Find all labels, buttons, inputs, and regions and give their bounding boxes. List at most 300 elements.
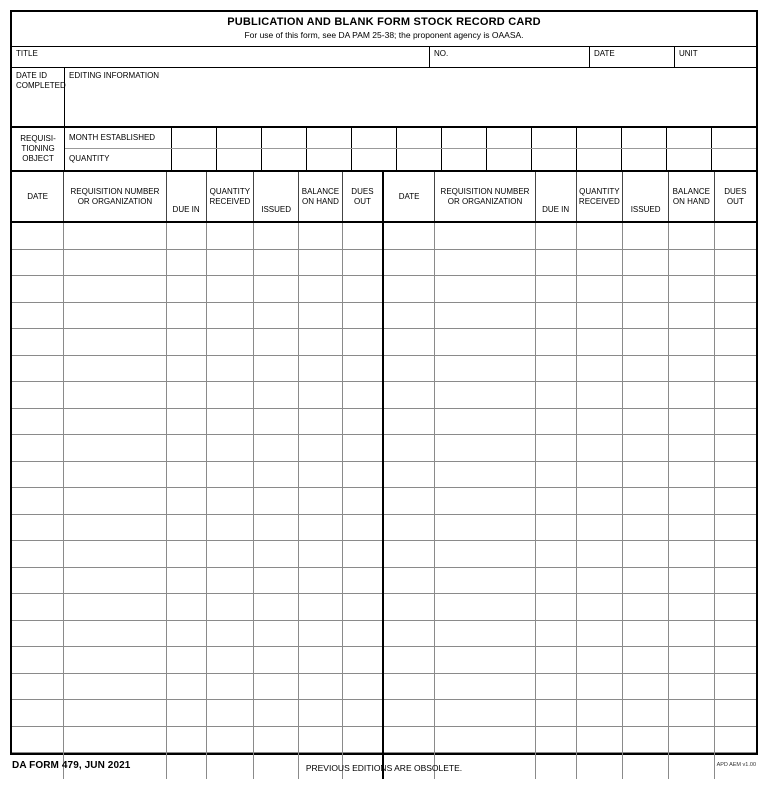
cell-qtyrec_l[interactable] <box>206 222 254 249</box>
cell-duesout_l[interactable] <box>342 276 383 303</box>
cell-date_l[interactable] <box>12 276 64 303</box>
cell-duesout_r[interactable] <box>714 249 756 276</box>
month-established-cell-10[interactable] <box>622 128 667 148</box>
month-established-cell-12[interactable] <box>712 128 756 148</box>
cell-issued_l[interactable] <box>254 514 299 541</box>
cell-duein_r[interactable] <box>535 541 576 568</box>
cell-date_r[interactable] <box>383 726 435 753</box>
cell-duesout_l[interactable] <box>342 620 383 647</box>
quantity-cell-10[interactable] <box>622 149 667 170</box>
cell-qtyrec_l[interactable] <box>206 514 254 541</box>
cell-reqnum_l[interactable] <box>64 726 167 753</box>
cell-duesout_l[interactable] <box>342 435 383 462</box>
cell-reqnum_r[interactable] <box>435 355 536 382</box>
cell-qtyrec_l[interactable] <box>206 673 254 700</box>
cell-balance_l[interactable] <box>299 276 343 303</box>
field-unit[interactable] <box>675 47 756 67</box>
cell-qtyrec_l[interactable] <box>206 594 254 621</box>
cell-duein_r[interactable] <box>535 647 576 674</box>
month-established-cell-11[interactable] <box>667 128 712 148</box>
cell-date_l[interactable] <box>12 700 64 727</box>
cell-qtyrec_r[interactable] <box>576 488 623 515</box>
field-title[interactable] <box>12 47 430 67</box>
cell-date_l[interactable] <box>12 435 64 462</box>
cell-reqnum_r[interactable] <box>435 408 536 435</box>
cell-issued_l[interactable] <box>254 726 299 753</box>
cell-balance_r[interactable] <box>668 567 714 594</box>
cell-balance_l[interactable] <box>299 700 343 727</box>
cell-duesout_r[interactable] <box>714 647 756 674</box>
cell-duein_l[interactable] <box>166 249 206 276</box>
cell-balance_l[interactable] <box>299 222 343 249</box>
cell-date_r[interactable] <box>383 647 435 674</box>
cell-reqnum_l[interactable] <box>64 620 167 647</box>
cell-issued_l[interactable] <box>254 249 299 276</box>
cell-duein_r[interactable] <box>535 382 576 409</box>
cell-duein_r[interactable] <box>535 408 576 435</box>
cell-date_l[interactable] <box>12 541 64 568</box>
cell-duein_l[interactable] <box>166 700 206 727</box>
month-established-cell-4[interactable] <box>352 128 397 148</box>
cell-reqnum_r[interactable] <box>435 700 536 727</box>
cell-duein_r[interactable] <box>535 620 576 647</box>
cell-issued_r[interactable] <box>623 355 669 382</box>
cell-issued_r[interactable] <box>623 276 669 303</box>
cell-duesout_r[interactable] <box>714 461 756 488</box>
cell-duesout_r[interactable] <box>714 222 756 249</box>
cell-duein_l[interactable] <box>166 302 206 329</box>
cell-duein_l[interactable] <box>166 567 206 594</box>
cell-reqnum_l[interactable] <box>64 541 167 568</box>
cell-reqnum_r[interactable] <box>435 276 536 303</box>
cell-issued_l[interactable] <box>254 620 299 647</box>
cell-balance_r[interactable] <box>668 726 714 753</box>
cell-reqnum_r[interactable] <box>435 620 536 647</box>
cell-date_r[interactable] <box>383 594 435 621</box>
cell-balance_l[interactable] <box>299 249 343 276</box>
cell-balance_r[interactable] <box>668 488 714 515</box>
cell-duein_l[interactable] <box>166 594 206 621</box>
cell-issued_l[interactable] <box>254 567 299 594</box>
cell-qtyrec_r[interactable] <box>576 222 623 249</box>
cell-duein_r[interactable] <box>535 514 576 541</box>
cell-balance_l[interactable] <box>299 488 343 515</box>
cell-reqnum_l[interactable] <box>64 355 167 382</box>
cell-issued_r[interactable] <box>623 222 669 249</box>
cell-qtyrec_l[interactable] <box>206 726 254 753</box>
cell-duein_l[interactable] <box>166 726 206 753</box>
cell-duesout_l[interactable] <box>342 408 383 435</box>
cell-balance_r[interactable] <box>668 302 714 329</box>
cell-reqnum_r[interactable] <box>435 514 536 541</box>
cell-duesout_r[interactable] <box>714 541 756 568</box>
cell-date_l[interactable] <box>12 355 64 382</box>
cell-duein_l[interactable] <box>166 514 206 541</box>
cell-duesout_r[interactable] <box>714 382 756 409</box>
cell-issued_r[interactable] <box>623 435 669 462</box>
cell-balance_l[interactable] <box>299 647 343 674</box>
cell-qtyrec_l[interactable] <box>206 461 254 488</box>
cell-balance_r[interactable] <box>668 647 714 674</box>
cell-qtyrec_l[interactable] <box>206 302 254 329</box>
cell-date_r[interactable] <box>383 249 435 276</box>
cell-duesout_r[interactable] <box>714 700 756 727</box>
cell-duein_l[interactable] <box>166 222 206 249</box>
cell-qtyrec_r[interactable] <box>576 594 623 621</box>
cell-date_l[interactable] <box>12 726 64 753</box>
cell-balance_r[interactable] <box>668 249 714 276</box>
cell-reqnum_r[interactable] <box>435 435 536 462</box>
cell-duein_l[interactable] <box>166 488 206 515</box>
cell-qtyrec_l[interactable] <box>206 488 254 515</box>
cell-qtyrec_l[interactable] <box>206 541 254 568</box>
cell-reqnum_r[interactable] <box>435 302 536 329</box>
cell-duesout_r[interactable] <box>714 594 756 621</box>
quantity-cell-7[interactable] <box>487 149 532 170</box>
cell-duein_l[interactable] <box>166 355 206 382</box>
cell-date_l[interactable] <box>12 302 64 329</box>
cell-duesout_l[interactable] <box>342 382 383 409</box>
cell-qtyrec_r[interactable] <box>576 620 623 647</box>
cell-qtyrec_r[interactable] <box>576 355 623 382</box>
cell-reqnum_r[interactable] <box>435 541 536 568</box>
cell-duesout_r[interactable] <box>714 514 756 541</box>
cell-reqnum_r[interactable] <box>435 329 536 356</box>
field-no[interactable] <box>430 47 590 67</box>
cell-balance_l[interactable] <box>299 408 343 435</box>
month-established-cell-1[interactable] <box>217 128 262 148</box>
cell-date_r[interactable] <box>383 302 435 329</box>
cell-issued_l[interactable] <box>254 673 299 700</box>
cell-issued_r[interactable] <box>623 514 669 541</box>
quantity-cell-3[interactable] <box>307 149 352 170</box>
cell-issued_l[interactable] <box>254 700 299 727</box>
cell-duesout_l[interactable] <box>342 222 383 249</box>
cell-duesout_r[interactable] <box>714 435 756 462</box>
cell-duein_l[interactable] <box>166 329 206 356</box>
cell-duein_r[interactable] <box>535 567 576 594</box>
month-established-cell-0[interactable] <box>172 128 217 148</box>
cell-reqnum_r[interactable] <box>435 594 536 621</box>
cell-reqnum_l[interactable] <box>64 488 167 515</box>
cell-balance_l[interactable] <box>299 594 343 621</box>
cell-issued_l[interactable] <box>254 461 299 488</box>
cell-qtyrec_r[interactable] <box>576 408 623 435</box>
cell-issued_r[interactable] <box>623 382 669 409</box>
cell-qtyrec_r[interactable] <box>576 647 623 674</box>
cell-date_l[interactable] <box>12 329 64 356</box>
quantity-cell-11[interactable] <box>667 149 712 170</box>
cell-duesout_r[interactable] <box>714 567 756 594</box>
cell-duein_r[interactable] <box>535 435 576 462</box>
cell-reqnum_r[interactable] <box>435 461 536 488</box>
quantity-cell-12[interactable] <box>712 149 756 170</box>
quantity-cell-4[interactable] <box>352 149 397 170</box>
cell-duesout_l[interactable] <box>342 355 383 382</box>
cell-reqnum_l[interactable] <box>64 700 167 727</box>
cell-duein_r[interactable] <box>535 329 576 356</box>
cell-date_l[interactable] <box>12 594 64 621</box>
cell-balance_l[interactable] <box>299 302 343 329</box>
cell-date_r[interactable] <box>383 567 435 594</box>
cell-duein_l[interactable] <box>166 276 206 303</box>
cell-duesout_r[interactable] <box>714 276 756 303</box>
cell-issued_r[interactable] <box>623 461 669 488</box>
cell-issued_l[interactable] <box>254 488 299 515</box>
cell-balance_l[interactable] <box>299 620 343 647</box>
cell-issued_r[interactable] <box>623 488 669 515</box>
cell-qtyrec_l[interactable] <box>206 435 254 462</box>
cell-balance_r[interactable] <box>668 276 714 303</box>
cell-issued_r[interactable] <box>623 541 669 568</box>
cell-duesout_l[interactable] <box>342 567 383 594</box>
cell-duein_r[interactable] <box>535 594 576 621</box>
quantity-cell-5[interactable] <box>397 149 442 170</box>
cell-reqnum_l[interactable] <box>64 222 167 249</box>
cell-balance_l[interactable] <box>299 461 343 488</box>
month-established-cell-3[interactable] <box>307 128 352 148</box>
cell-date_r[interactable] <box>383 541 435 568</box>
cell-qtyrec_r[interactable] <box>576 435 623 462</box>
cell-duein_r[interactable] <box>535 302 576 329</box>
cell-date_l[interactable] <box>12 408 64 435</box>
quantity-cell-2[interactable] <box>262 149 307 170</box>
cell-date_r[interactable] <box>383 435 435 462</box>
cell-balance_r[interactable] <box>668 382 714 409</box>
cell-qtyrec_l[interactable] <box>206 276 254 303</box>
quantity-cell-6[interactable] <box>442 149 487 170</box>
cell-date_l[interactable] <box>12 222 64 249</box>
cell-duein_r[interactable] <box>535 700 576 727</box>
cell-date_l[interactable] <box>12 461 64 488</box>
cell-duesout_r[interactable] <box>714 302 756 329</box>
cell-qtyrec_r[interactable] <box>576 461 623 488</box>
cell-date_l[interactable] <box>12 382 64 409</box>
field-date-id-completed[interactable] <box>12 68 65 126</box>
cell-date_r[interactable] <box>383 276 435 303</box>
cell-issued_l[interactable] <box>254 222 299 249</box>
cell-reqnum_r[interactable] <box>435 222 536 249</box>
cell-qtyrec_r[interactable] <box>576 276 623 303</box>
cell-qtyrec_l[interactable] <box>206 355 254 382</box>
cell-date_r[interactable] <box>383 461 435 488</box>
cell-reqnum_r[interactable] <box>435 567 536 594</box>
cell-balance_l[interactable] <box>299 673 343 700</box>
cell-qtyrec_l[interactable] <box>206 567 254 594</box>
cell-issued_r[interactable] <box>623 700 669 727</box>
cell-reqnum_l[interactable] <box>64 435 167 462</box>
cell-balance_l[interactable] <box>299 726 343 753</box>
cell-balance_r[interactable] <box>668 435 714 462</box>
cell-reqnum_l[interactable] <box>64 567 167 594</box>
cell-balance_r[interactable] <box>668 408 714 435</box>
cell-duein_r[interactable] <box>535 249 576 276</box>
cell-balance_r[interactable] <box>668 673 714 700</box>
cell-duesout_r[interactable] <box>714 355 756 382</box>
cell-issued_l[interactable] <box>254 302 299 329</box>
cell-date_l[interactable] <box>12 620 64 647</box>
cell-date_r[interactable] <box>383 222 435 249</box>
cell-duein_l[interactable] <box>166 408 206 435</box>
cell-date_r[interactable] <box>383 700 435 727</box>
cell-issued_l[interactable] <box>254 355 299 382</box>
cell-qtyrec_l[interactable] <box>206 620 254 647</box>
cell-duein_r[interactable] <box>535 726 576 753</box>
cell-date_r[interactable] <box>383 355 435 382</box>
cell-issued_r[interactable] <box>623 726 669 753</box>
cell-reqnum_r[interactable] <box>435 726 536 753</box>
cell-qtyrec_l[interactable] <box>206 408 254 435</box>
cell-qtyrec_l[interactable] <box>206 329 254 356</box>
month-established-cell-2[interactable] <box>262 128 307 148</box>
cell-reqnum_l[interactable] <box>64 514 167 541</box>
cell-balance_l[interactable] <box>299 382 343 409</box>
cell-duein_l[interactable] <box>166 647 206 674</box>
cell-duesout_l[interactable] <box>342 673 383 700</box>
cell-balance_r[interactable] <box>668 329 714 356</box>
cell-issued_r[interactable] <box>623 249 669 276</box>
cell-qtyrec_l[interactable] <box>206 647 254 674</box>
cell-qtyrec_l[interactable] <box>206 382 254 409</box>
field-date[interactable] <box>590 47 675 67</box>
cell-reqnum_l[interactable] <box>64 461 167 488</box>
cell-qtyrec_r[interactable] <box>576 726 623 753</box>
cell-qtyrec_r[interactable] <box>576 514 623 541</box>
cell-reqnum_r[interactable] <box>435 488 536 515</box>
month-established-cell-6[interactable] <box>442 128 487 148</box>
cell-duesout_r[interactable] <box>714 408 756 435</box>
cell-qtyrec_l[interactable] <box>206 249 254 276</box>
cell-date_l[interactable] <box>12 673 64 700</box>
cell-balance_l[interactable] <box>299 355 343 382</box>
cell-reqnum_l[interactable] <box>64 276 167 303</box>
cell-date_l[interactable] <box>12 647 64 674</box>
quantity-cell-8[interactable] <box>532 149 577 170</box>
cell-reqnum_r[interactable] <box>435 673 536 700</box>
cell-duesout_l[interactable] <box>342 647 383 674</box>
cell-reqnum_r[interactable] <box>435 647 536 674</box>
cell-balance_l[interactable] <box>299 514 343 541</box>
cell-date_r[interactable] <box>383 408 435 435</box>
cell-issued_r[interactable] <box>623 302 669 329</box>
cell-issued_r[interactable] <box>623 594 669 621</box>
cell-issued_r[interactable] <box>623 329 669 356</box>
cell-duesout_r[interactable] <box>714 488 756 515</box>
cell-reqnum_l[interactable] <box>64 329 167 356</box>
cell-duesout_r[interactable] <box>714 673 756 700</box>
cell-balance_r[interactable] <box>668 461 714 488</box>
cell-duein_l[interactable] <box>166 541 206 568</box>
cell-duesout_l[interactable] <box>342 461 383 488</box>
field-editing-information[interactable] <box>65 68 756 126</box>
cell-date_l[interactable] <box>12 567 64 594</box>
cell-issued_r[interactable] <box>623 620 669 647</box>
cell-issued_l[interactable] <box>254 647 299 674</box>
cell-balance_r[interactable] <box>668 700 714 727</box>
cell-date_r[interactable] <box>383 673 435 700</box>
cell-duesout_r[interactable] <box>714 329 756 356</box>
cell-balance_l[interactable] <box>299 435 343 462</box>
cell-reqnum_l[interactable] <box>64 647 167 674</box>
cell-reqnum_l[interactable] <box>64 382 167 409</box>
cell-balance_l[interactable] <box>299 541 343 568</box>
cell-reqnum_r[interactable] <box>435 382 536 409</box>
cell-balance_r[interactable] <box>668 222 714 249</box>
cell-duesout_l[interactable] <box>342 594 383 621</box>
quantity-cell-1[interactable] <box>217 149 262 170</box>
cell-date_l[interactable] <box>12 249 64 276</box>
cell-duein_r[interactable] <box>535 276 576 303</box>
cell-qtyrec_r[interactable] <box>576 302 623 329</box>
quantity-cell-0[interactable] <box>172 149 217 170</box>
cell-balance_l[interactable] <box>299 329 343 356</box>
cell-duesout_l[interactable] <box>342 700 383 727</box>
cell-duein_r[interactable] <box>535 673 576 700</box>
cell-date_l[interactable] <box>12 514 64 541</box>
cell-issued_r[interactable] <box>623 408 669 435</box>
cell-duein_r[interactable] <box>535 488 576 515</box>
month-established-cell-9[interactable] <box>577 128 622 148</box>
cell-date_l[interactable] <box>12 488 64 515</box>
month-established-cell-8[interactable] <box>532 128 577 148</box>
cell-duesout_l[interactable] <box>342 488 383 515</box>
cell-balance_r[interactable] <box>668 620 714 647</box>
cell-duein_r[interactable] <box>535 222 576 249</box>
cell-issued_l[interactable] <box>254 408 299 435</box>
cell-qtyrec_r[interactable] <box>576 700 623 727</box>
cell-issued_l[interactable] <box>254 435 299 462</box>
cell-duein_l[interactable] <box>166 382 206 409</box>
cell-balance_r[interactable] <box>668 594 714 621</box>
cell-balance_r[interactable] <box>668 514 714 541</box>
cell-issued_l[interactable] <box>254 594 299 621</box>
cell-duesout_r[interactable] <box>714 620 756 647</box>
cell-balance_r[interactable] <box>668 541 714 568</box>
cell-qtyrec_r[interactable] <box>576 249 623 276</box>
cell-duein_l[interactable] <box>166 673 206 700</box>
cell-duesout_l[interactable] <box>342 329 383 356</box>
cell-date_r[interactable] <box>383 382 435 409</box>
cell-duesout_l[interactable] <box>342 302 383 329</box>
cell-duein_r[interactable] <box>535 355 576 382</box>
cell-qtyrec_r[interactable] <box>576 567 623 594</box>
cell-balance_l[interactable] <box>299 567 343 594</box>
cell-duein_l[interactable] <box>166 435 206 462</box>
cell-reqnum_l[interactable] <box>64 673 167 700</box>
cell-date_r[interactable] <box>383 488 435 515</box>
cell-issued_r[interactable] <box>623 647 669 674</box>
cell-reqnum_l[interactable] <box>64 408 167 435</box>
cell-duein_l[interactable] <box>166 461 206 488</box>
cell-date_r[interactable] <box>383 329 435 356</box>
cell-issued_l[interactable] <box>254 382 299 409</box>
cell-qtyrec_r[interactable] <box>576 541 623 568</box>
month-established-cell-7[interactable] <box>487 128 532 148</box>
cell-reqnum_l[interactable] <box>64 302 167 329</box>
cell-reqnum_r[interactable] <box>435 249 536 276</box>
quantity-cell-9[interactable] <box>577 149 622 170</box>
cell-duesout_l[interactable] <box>342 726 383 753</box>
month-established-cell-5[interactable] <box>397 128 442 148</box>
cell-issued_l[interactable] <box>254 329 299 356</box>
cell-duesout_l[interactable] <box>342 541 383 568</box>
cell-duein_l[interactable] <box>166 620 206 647</box>
cell-issued_r[interactable] <box>623 567 669 594</box>
cell-qtyrec_r[interactable] <box>576 673 623 700</box>
cell-reqnum_l[interactable] <box>64 594 167 621</box>
cell-date_r[interactable] <box>383 514 435 541</box>
cell-date_r[interactable] <box>383 620 435 647</box>
